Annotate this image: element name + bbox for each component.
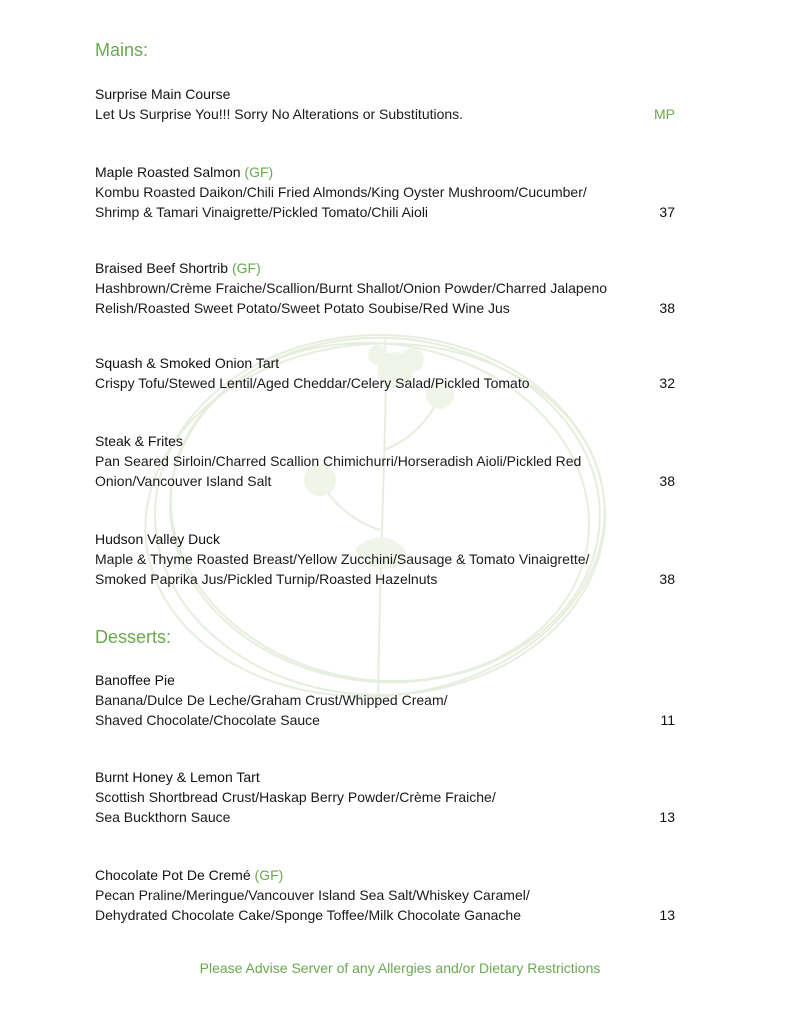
item-price: 38 (659, 473, 675, 489)
item-price: 32 (659, 375, 675, 391)
item-name: Maple Roasted Salmon (95, 164, 241, 180)
menu-item-chocolate-pot-de-creme (95, 865, 685, 925)
item-name: Squash & Smoked Onion Tart (95, 355, 280, 371)
item-description: Dehydrated Chocolate Cake/Sponge Toffee/Milk Chocolate Ganache (95, 907, 521, 923)
menu-item-banoffee-pie (95, 670, 685, 730)
item-price: 11 (660, 712, 675, 728)
item-price: 37 (659, 204, 675, 220)
item-name: Burnt Honey & Lemon Tart (95, 769, 260, 785)
gluten-free-tag: (GF) (254, 867, 284, 883)
item-description: Maple & Thyme Roasted Breast/Yellow Zucchini/Sausage & Tomato Vinaigrette/ (95, 551, 590, 567)
menu-item-burnt-honey-lemon-tart (95, 767, 685, 827)
item-description: Sea Buckthorn Sauce (95, 809, 231, 825)
item-description: Pan Seared Sirloin/Charred Scallion Chimichurri/Horseradish Aioli/Pickled Red (95, 453, 582, 469)
item-description: Hashbrown/Crème Fraiche/Scallion/Burnt Shallot/Onion Powder/Charred Jalapeno (95, 280, 608, 296)
item-name: Steak & Frites (95, 433, 183, 449)
item-description: Crispy Tofu/Stewed Lentil/Aged Cheddar/Celery Salad/Pickled Tomato (95, 375, 530, 391)
item-description: Shaved Chocolate/Chocolate Sauce (95, 712, 320, 728)
item-description: Let Us Surprise You!!! Sorry No Alterations or Substitutions. (95, 106, 464, 122)
menu-item-squash-onion-tart (95, 353, 685, 393)
item-description: Kombu Roasted Daikon/Chili Fried Almonds/King Oyster Mushroom/Cucumber/ (95, 184, 587, 200)
item-price: MP (654, 106, 675, 122)
gluten-free-tag: (GF) (244, 164, 274, 180)
item-price: 38 (659, 300, 675, 316)
menu-item-surprise-main (95, 84, 685, 124)
item-description: Onion/Vancouver Island Salt (95, 473, 272, 489)
desserts-heading: Desserts: (95, 627, 172, 647)
item-name: Chocolate Pot De Cremé (95, 867, 251, 883)
menu-item-braised-beef-shortrib (95, 258, 685, 318)
item-name: Braised Beef Shortrib (95, 260, 229, 276)
item-description: Smoked Paprika Jus/Pickled Turnip/Roasted Hazelnuts (95, 571, 438, 587)
allergy-notice: Please Advise Server of any Allergies and/or Dietary Restrictions (199, 960, 601, 976)
gluten-free-tag: (GF) (231, 260, 261, 276)
item-description: Shrimp & Tamari Vinaigrette/Pickled Tomato/Chili Aioli (95, 204, 429, 220)
item-price: 38 (659, 571, 675, 587)
item-description: Scottish Shortbread Crust/Haskap Berry Powder/Crème Fraiche/ (95, 789, 496, 805)
item-description: Pecan Praline/Meringue/Vancouver Island Sea Salt/Whiskey Caramel/ (95, 887, 530, 903)
item-name: Hudson Valley Duck (95, 531, 221, 547)
menu-item-hudson-valley-duck (95, 529, 685, 589)
item-description: Relish/Roasted Sweet Potato/Sweet Potato Soubise/Red Wine Jus (95, 300, 510, 316)
mains-heading: Mains: (95, 40, 149, 60)
item-description: Banana/Dulce De Leche/Graham Crust/Whipped Cream/ (95, 692, 448, 708)
item-price: 13 (659, 809, 675, 825)
menu-item-maple-roasted-salmon (95, 162, 685, 222)
item-name: Banoffee Pie (95, 672, 175, 688)
menu-item-steak-frites (95, 431, 685, 491)
item-name: Surprise Main Course (95, 86, 231, 102)
item-price: 13 (659, 907, 675, 923)
